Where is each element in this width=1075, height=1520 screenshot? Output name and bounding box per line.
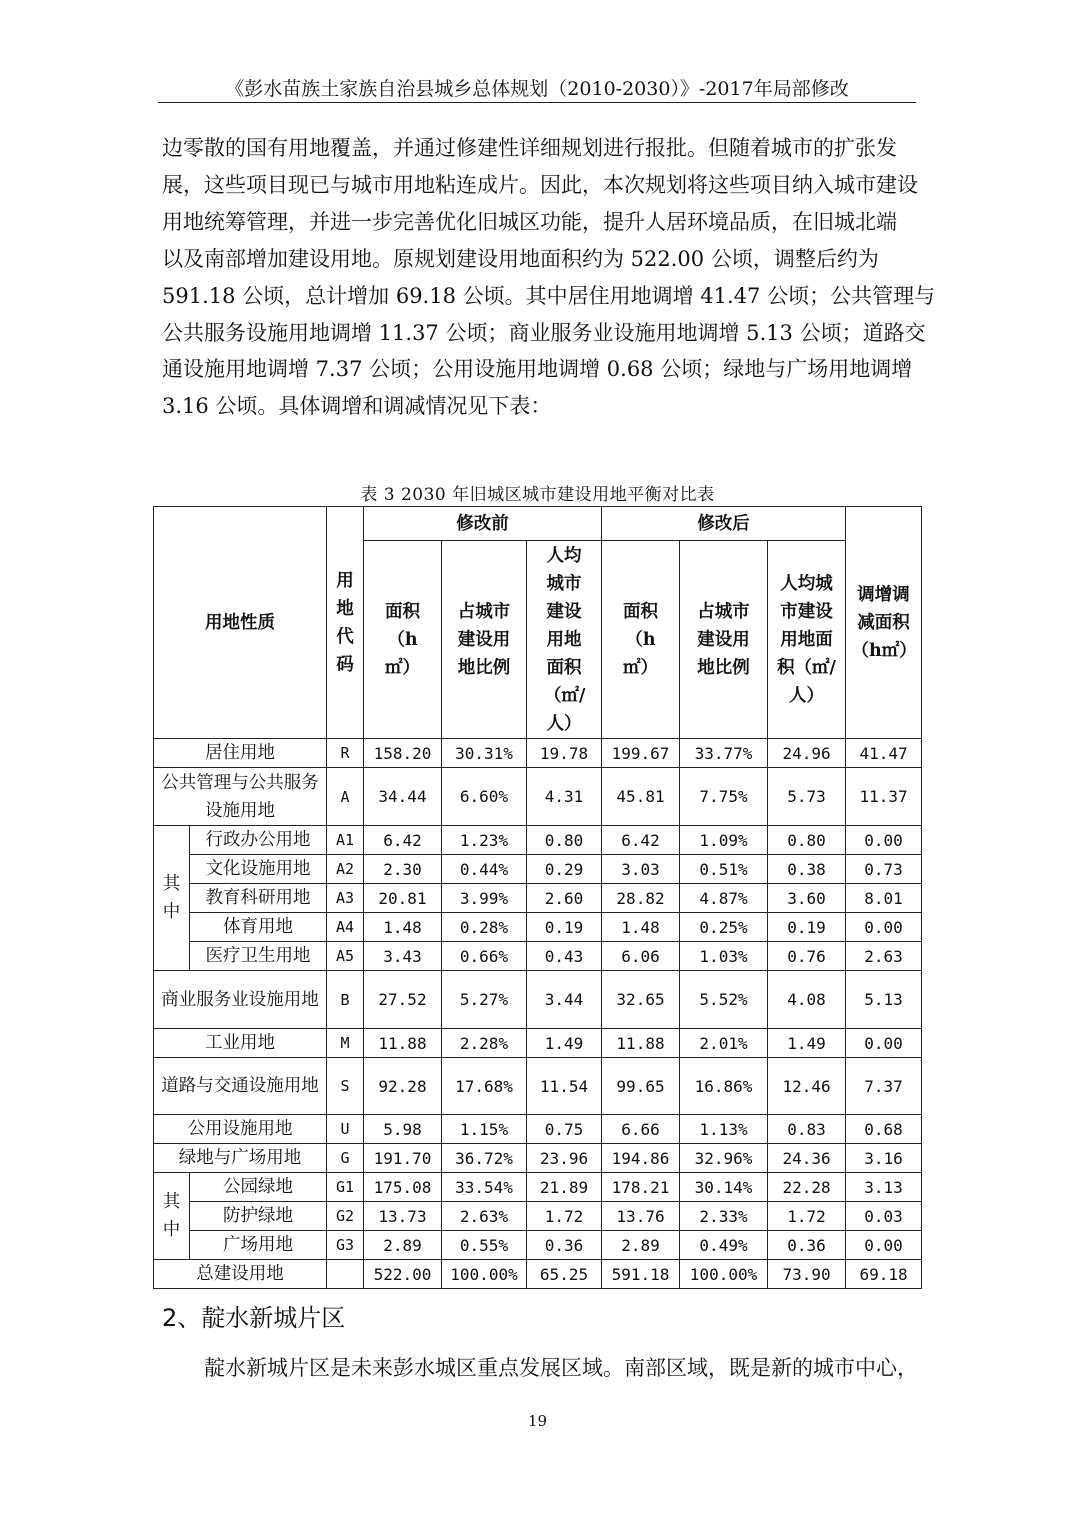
table-row	[154, 1202, 922, 1231]
row-code: B	[327, 971, 364, 1029]
cell: 2.89	[364, 1231, 442, 1260]
cell: 7.75%	[680, 768, 768, 826]
row-name: 居住用地	[154, 739, 327, 768]
table-row	[154, 942, 922, 971]
cell: 41.47	[846, 739, 922, 768]
cell: 2.01%	[680, 1029, 768, 1058]
paragraph-line: 边零散的国有用地覆盖，并通过修建性详细规划进行报批。但随着城市的扩张发	[162, 136, 897, 160]
table-row	[154, 1058, 922, 1115]
cell: 4.87%	[680, 884, 768, 913]
header-code: 用地代码	[327, 507, 364, 739]
cell: 1.72	[527, 1202, 602, 1231]
row-code: A2	[327, 855, 364, 884]
qizhong-label: 其中	[154, 826, 190, 971]
cell: 2.89	[602, 1231, 680, 1260]
row-code: R	[327, 739, 364, 768]
cell: 0.68	[846, 1115, 922, 1144]
cell: 522.00	[364, 1260, 442, 1289]
cell: 0.49%	[680, 1231, 768, 1260]
cell: 36.72%	[442, 1144, 527, 1173]
cell: 0.25%	[680, 913, 768, 942]
paragraph-line: 以及南部增加建设用地。原规划建设用地面积约为 522.00 公顷，调整后约为	[162, 246, 879, 271]
table-row	[154, 739, 922, 768]
cell: 191.70	[364, 1144, 442, 1173]
qizhong-label: 其中	[154, 1173, 190, 1260]
cell: 0.00	[846, 826, 922, 855]
table-row	[154, 1231, 922, 1260]
row-name: 工业用地	[154, 1029, 327, 1058]
row-code: A3	[327, 884, 364, 913]
header-area-after: 面积（h㎡）	[602, 541, 680, 739]
table-row	[154, 826, 922, 855]
header-land-type: 用地性质	[154, 507, 327, 739]
header-area-before: 面积（h㎡）	[364, 541, 442, 739]
cell: 0.55%	[442, 1231, 527, 1260]
header-percapita-after: 人均城市建设用地面积（㎡/人）	[768, 541, 846, 739]
paragraph-line: 通设施用地调增 7.37 公顷；公用设施用地调增 0.68 公顷；绿地与广场用地调增	[162, 357, 913, 382]
row-name: 道路与交通设施用地	[154, 1058, 327, 1115]
row-code: U	[327, 1115, 364, 1144]
cell: 17.68%	[442, 1058, 527, 1115]
cell: 16.86%	[680, 1058, 768, 1115]
row-code: A4	[327, 913, 364, 942]
land-balance-table	[153, 506, 922, 1289]
paragraph-line: 公共服务设施用地调增 11.37 公顷；商业服务业设施用地调增 5.13 公顷；道路交	[162, 320, 926, 345]
row-name: 医疗卫生用地	[190, 942, 327, 971]
header-rule	[158, 102, 916, 103]
cell: 20.81	[364, 884, 442, 913]
cell: 1.48	[602, 913, 680, 942]
cell: 0.80	[768, 826, 846, 855]
cell: 4.08	[768, 971, 846, 1029]
cell: 5.13	[846, 971, 922, 1029]
cell: 6.60%	[442, 768, 527, 826]
cell: 0.19	[527, 913, 602, 942]
cell: 13.76	[602, 1202, 680, 1231]
row-code: A1	[327, 826, 364, 855]
cell: 0.28%	[442, 913, 527, 942]
cell: 1.13%	[680, 1115, 768, 1144]
cell: 19.78	[527, 739, 602, 768]
row-name: 行政办公用地	[190, 826, 327, 855]
row-code: A	[327, 768, 364, 826]
cell: 591.18	[602, 1260, 680, 1289]
cell: 11.88	[602, 1029, 680, 1058]
cell: 11.54	[527, 1058, 602, 1115]
table-row	[154, 1144, 922, 1173]
table-row-total	[154, 1260, 922, 1289]
cell: 199.67	[602, 739, 680, 768]
cell: 6.42	[602, 826, 680, 855]
cell: 0.75	[527, 1115, 602, 1144]
cell: 100.00%	[680, 1260, 768, 1289]
cell: 21.89	[527, 1173, 602, 1202]
row-code: A5	[327, 942, 364, 971]
header-after: 修改后	[602, 507, 846, 541]
cell: 92.28	[364, 1058, 442, 1115]
row-name: 公共管理与公共服务设施用地	[154, 768, 327, 826]
row-name: 体育用地	[190, 913, 327, 942]
cell: 1.09%	[680, 826, 768, 855]
cell: 45.81	[602, 768, 680, 826]
cell: 11.37	[846, 768, 922, 826]
cell: 0.44%	[442, 855, 527, 884]
cell: 0.00	[846, 1231, 922, 1260]
row-name: 商业服务业设施用地	[154, 971, 327, 1029]
row-code: M	[327, 1029, 364, 1058]
body-paragraph-2: 靛水新城片区是未来彭水城区重点发展区域。南部区域，既是新的城市中心，	[204, 1356, 918, 1380]
row-code	[327, 1260, 364, 1289]
cell: 2.30	[364, 855, 442, 884]
paragraph-line: 展，这些项目现已与城市用地粘连成片。因此，本次规划将这些项目纳入城市建设	[162, 172, 918, 197]
cell: 12.46	[768, 1058, 846, 1115]
cell: 100.00%	[442, 1260, 527, 1289]
cell: 0.38	[768, 855, 846, 884]
cell: 32.65	[602, 971, 680, 1029]
row-code: G2	[327, 1202, 364, 1231]
cell: 11.88	[364, 1029, 442, 1058]
cell: 4.31	[527, 768, 602, 826]
cell: 0.03	[846, 1202, 922, 1231]
row-name: 文化设施用地	[190, 855, 327, 884]
body-paragraph	[162, 130, 936, 425]
cell: 1.49	[768, 1029, 846, 1058]
cell: 30.31%	[442, 739, 527, 768]
cell: 28.82	[602, 884, 680, 913]
cell: 2.60	[527, 884, 602, 913]
cell: 2.63%	[442, 1202, 527, 1231]
cell: 3.60	[768, 884, 846, 913]
page-header: 《彭水苗族土家族自治县城乡总体规划（2010-2030）》-2017年局部修改	[225, 78, 849, 100]
cell: 13.73	[364, 1202, 442, 1231]
cell: 1.48	[364, 913, 442, 942]
cell: 33.77%	[680, 739, 768, 768]
cell: 24.96	[768, 739, 846, 768]
cell: 3.16	[846, 1144, 922, 1173]
table-row	[154, 1029, 922, 1058]
row-name: 防护绿地	[190, 1202, 327, 1231]
cell: 5.73	[768, 768, 846, 826]
cell: 3.99%	[442, 884, 527, 913]
row-code: G3	[327, 1231, 364, 1260]
cell: 0.73	[846, 855, 922, 884]
row-name: 教育科研用地	[190, 884, 327, 913]
cell: 73.90	[768, 1260, 846, 1289]
paragraph-line: 591.18 公顷，总计增加 69.18 公顷。其中居住用地调增 41.47 公顷；公共管理与	[162, 283, 936, 308]
cell: 1.23%	[442, 826, 527, 855]
row-name: 公园绿地	[190, 1173, 327, 1202]
cell: 175.08	[364, 1173, 442, 1202]
cell: 0.83	[768, 1115, 846, 1144]
table-row	[154, 884, 922, 913]
cell: 65.25	[527, 1260, 602, 1289]
cell: 5.98	[364, 1115, 442, 1144]
table-caption: 表 3 2030 年旧城区城市建设用地平衡对比表	[360, 485, 715, 505]
cell: 1.15%	[442, 1115, 527, 1144]
cell: 33.54%	[442, 1173, 527, 1202]
header-change: 调增调减面积（h㎡）	[846, 507, 922, 739]
cell: 0.29	[527, 855, 602, 884]
cell: 0.36	[527, 1231, 602, 1260]
cell: 178.21	[602, 1173, 680, 1202]
cell: 27.52	[364, 971, 442, 1029]
cell: 24.36	[768, 1144, 846, 1173]
header-ratio-before: 占城市建设用地比例	[442, 541, 527, 739]
paragraph-line: 3.16 公顷。具体调增和调减情况见下表：	[162, 394, 552, 419]
row-name: 公用设施用地	[154, 1115, 327, 1144]
header-ratio-after: 占城市建设用地比例	[680, 541, 768, 739]
table-row	[154, 1173, 922, 1202]
section-heading: 2、靛水新城片区	[162, 1304, 346, 1332]
cell: 1.03%	[680, 942, 768, 971]
header-percapita-before: 人均城市建设用地面积（㎡/人）	[527, 541, 602, 739]
page-number: 19	[527, 1412, 548, 1430]
cell: 3.03	[602, 855, 680, 884]
cell: 22.28	[768, 1173, 846, 1202]
cell: 23.96	[527, 1144, 602, 1173]
cell: 99.65	[602, 1058, 680, 1115]
cell: 3.13	[846, 1173, 922, 1202]
cell: 6.66	[602, 1115, 680, 1144]
table-row	[154, 855, 922, 884]
cell: 6.42	[364, 826, 442, 855]
cell: 0.43	[527, 942, 602, 971]
cell: 3.44	[527, 971, 602, 1029]
cell: 0.66%	[442, 942, 527, 971]
table-row	[154, 913, 922, 942]
cell: 0.00	[846, 913, 922, 942]
cell: 194.86	[602, 1144, 680, 1173]
cell: 32.96%	[680, 1144, 768, 1173]
cell: 1.49	[527, 1029, 602, 1058]
cell: 0.00	[846, 1029, 922, 1058]
cell: 34.44	[364, 768, 442, 826]
cell: 6.06	[602, 942, 680, 971]
cell: 0.80	[527, 826, 602, 855]
cell: 2.28%	[442, 1029, 527, 1058]
row-code: G	[327, 1144, 364, 1173]
cell: 3.43	[364, 942, 442, 971]
cell: 0.19	[768, 913, 846, 942]
cell: 5.52%	[680, 971, 768, 1029]
cell: 30.14%	[680, 1173, 768, 1202]
cell: 0.36	[768, 1231, 846, 1260]
cell: 2.63	[846, 942, 922, 971]
row-name: 广场用地	[190, 1231, 327, 1260]
row-name: 总建设用地	[154, 1260, 327, 1289]
cell: 2.33%	[680, 1202, 768, 1231]
cell: 69.18	[846, 1260, 922, 1289]
cell: 1.72	[768, 1202, 846, 1231]
cell: 0.51%	[680, 855, 768, 884]
cell: 158.20	[364, 739, 442, 768]
cell: 8.01	[846, 884, 922, 913]
table-row	[154, 971, 922, 1029]
table-row	[154, 768, 922, 826]
cell: 0.76	[768, 942, 846, 971]
paragraph-line: 用地统筹管理，并进一步完善优化旧城区功能，提升人居环境品质，在旧城北端	[162, 209, 897, 234]
cell: 7.37	[846, 1058, 922, 1115]
table-row	[154, 1115, 922, 1144]
header-before: 修改前	[364, 507, 602, 541]
row-name: 绿地与广场用地	[154, 1144, 327, 1173]
cell: 5.27%	[442, 971, 527, 1029]
row-code: G1	[327, 1173, 364, 1202]
row-code: S	[327, 1058, 364, 1115]
